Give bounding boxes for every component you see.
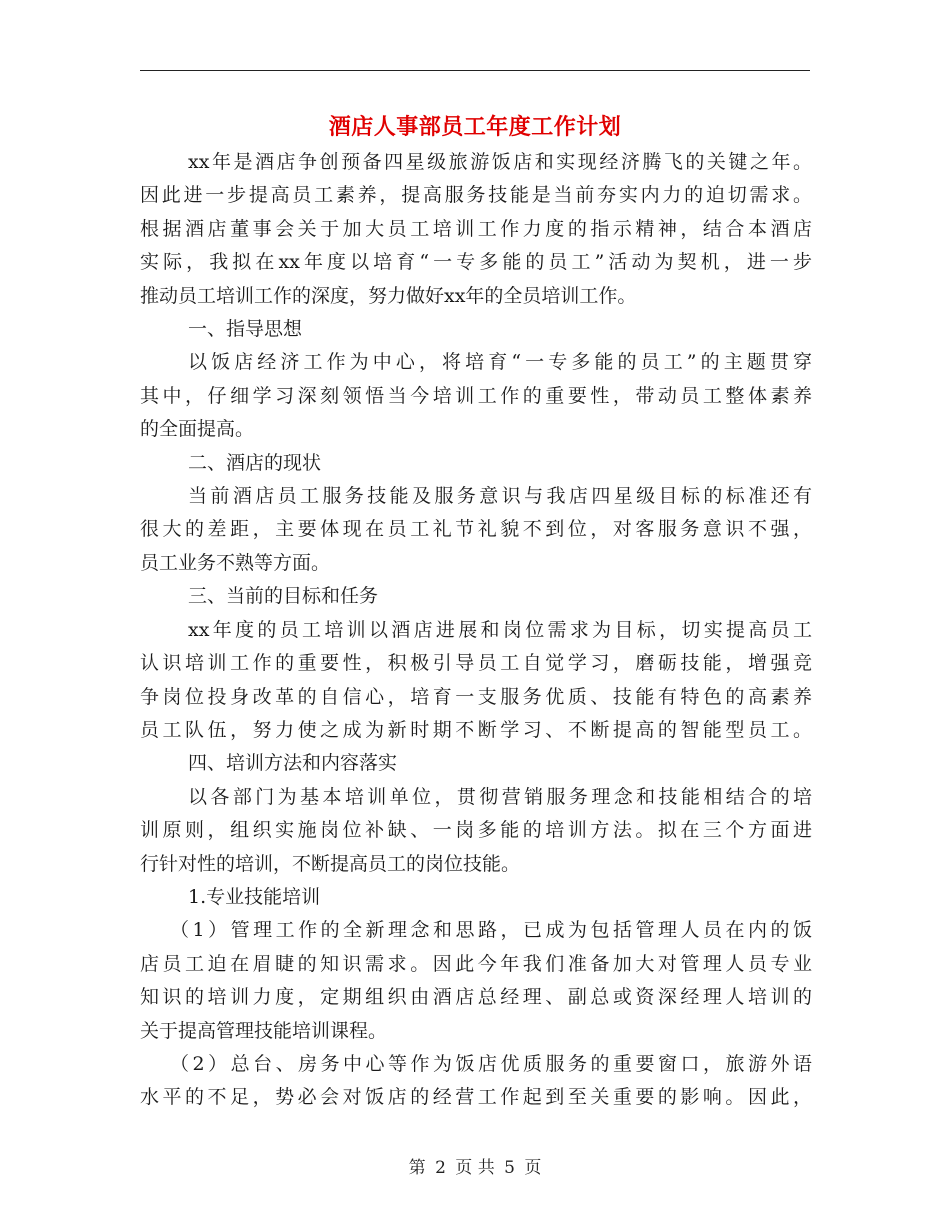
text-line: 因此进一步提高员工素养，提高服务技能是当前夯实内力的迫切需求。 (140, 184, 812, 207)
text-line: 根据酒店董事会关于加大员工培训工作力度的指示精神，结合本酒店 (140, 217, 812, 240)
text-line: 二、酒店的现状 (188, 451, 322, 474)
page-current: 2 (435, 1158, 446, 1178)
text-line: xx年是酒店争创预备四星级旅游饭店和实现经济腾飞的关键之年。 (188, 151, 812, 173)
text-line: 行针对性的培训，不断提高员工的岗位技能。 (140, 852, 521, 875)
text-line: 员工业务不熟等方面。 (140, 551, 331, 574)
text-line: 知识的培训力度，定期组织由酒店总经理、副总或资深经理人培训的 (140, 986, 812, 1009)
footer-prefix: 第 (408, 1158, 426, 1178)
text-line: 当前酒店员工服务技能及服务意识与我店四星级目标的标准还有 (188, 485, 812, 508)
text-line: xx年度的员工培训以酒店进展和岗位需求为目标，切实提高员工 (188, 618, 812, 641)
text-line: 关于提高管理技能培训课程。 (140, 1019, 388, 1042)
text-line: 水平的不足，势必会对饭店的经营工作起到至关重要的影响。因此， (140, 1086, 812, 1109)
text-line: 实际，我拟在xx年度以培育“一专多能的员工”活动为契机，进一步 (140, 251, 812, 274)
text-line: 以饭店经济工作为中心，将培育“一专多能的员工”的主题贯穿 (188, 351, 812, 374)
text-line: 以各部门为基本培训单位，贯彻营销服务理念和技能相结合的培 (188, 785, 812, 808)
text-line: 训原则，组织实施岗位补缺、一岗多能的培训方法。拟在三个方面进 (140, 819, 812, 842)
page-total: 5 (504, 1158, 515, 1178)
document-body (140, 146, 812, 1115)
text-line: 三、当前的目标和任务 (188, 585, 379, 608)
text-line: 认识培训工作的重要性，积极引导员工自觉学习，磨砺技能，增强竞 (140, 652, 812, 675)
document-title: 酒店人事部员工年度工作计划 (328, 115, 622, 140)
text-line: 一、指导思想 (188, 318, 303, 341)
text-line: 四、培训方法和内容落实 (188, 752, 398, 775)
text-line: 争岗位投身改革的自信心，培育一支服务优质、技能有特色的高素养 (140, 685, 812, 708)
text-line: 员工队伍，努力使之成为新时期不断学习、不断提高的智能型员工。 (140, 718, 812, 741)
text-line: 的全面提高。 (140, 418, 255, 441)
text-line: 推动员工培训工作的深度，努力做好xx年的全员培训工作。 (140, 284, 637, 307)
text-line: 其中，仔细学习深刻领悟当今培训工作的重要性，带动员工整体素养 (140, 384, 812, 407)
footer-mid: 页 共 (455, 1158, 495, 1178)
text-line: （1）管理工作的全新理念和思路，已成为包括管理人员在内的饭 (170, 919, 812, 942)
header-rule (140, 70, 810, 71)
footer-suffix: 页 (524, 1158, 542, 1178)
text-line: 店员工迫在眉睫的知识需求。因此今年我们准备加大对管理人员专业 (140, 952, 812, 975)
text-line: 很大的差距，主要体现在员工礼节礼貌不到位，对客服务意识不强， (140, 518, 812, 541)
text-line: （2）总台、房务中心等作为饭店优质服务的重要窗口，旅游外语 (170, 1052, 812, 1075)
text-line: 1.专业技能培训 (188, 885, 321, 908)
page-footer (0, 1153, 950, 1178)
